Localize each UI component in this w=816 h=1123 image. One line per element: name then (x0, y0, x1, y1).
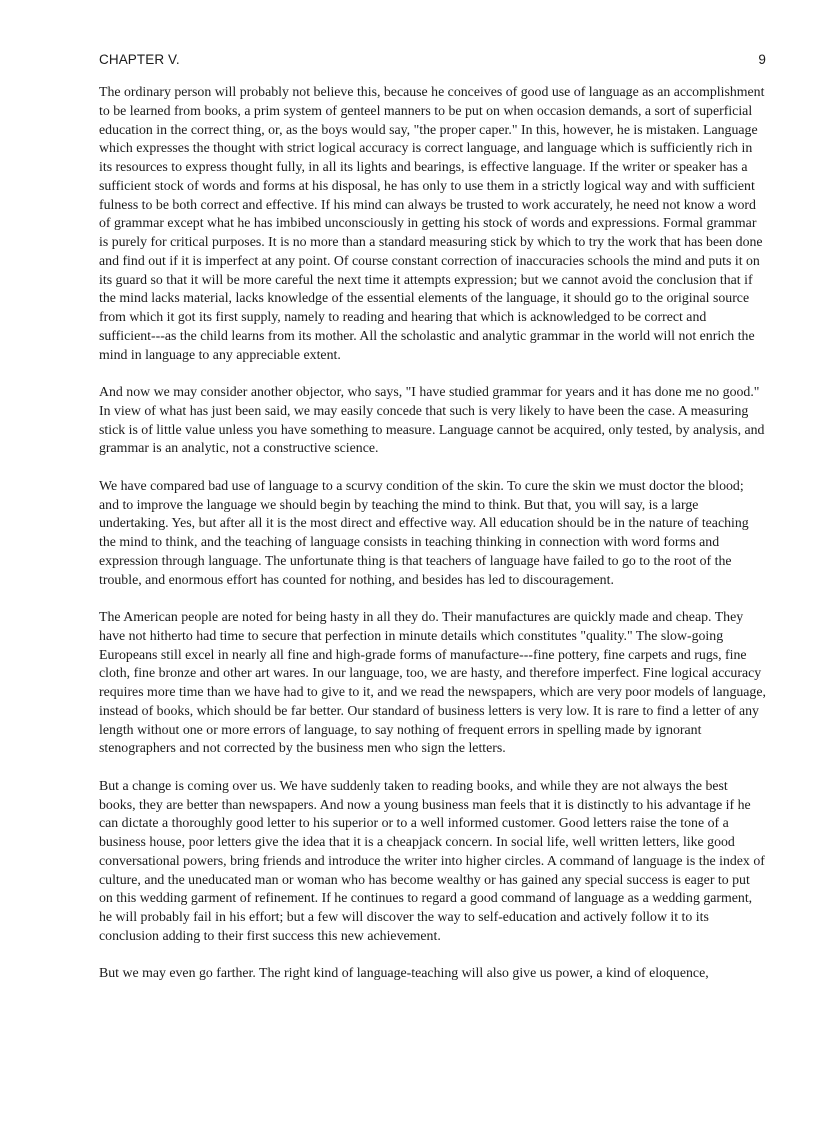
chapter-title: CHAPTER V. (99, 52, 180, 67)
paragraph: But a change is coming over us. We have suddenly taken to reading books, and while they are not always the best books, they are better than newspapers. And now a young business man feels that it is distinctly to his advantage if he can dictate a thoroughly good letter to his superior or to a well informed customer. Good letters raise the tone of a business house, poor letters give the idea that it is a cheapjack concern. In social life, well written letters, like good conversational powers, bring friends and introduce the writer into higher circles. A command of language is the index of culture, and the uneducated man or woman who has become wealthy or has gained any special success is eager to put on this wedding garment of refinement. If he continues to regard a good command of language as a wedding garment, he will probably fail in his effort; but a few will discover the way to self-education and actively follow it to its conclusion adding to their first success this new achievement. (99, 777, 765, 943)
paragraph: We have compared bad use of language to a scurvy condition of the skin. To cure the skin we must doctor the blood; and to improve the language we should begin by teaching the mind to think. But that, you will say, is a large undertaking. Yes, but after all it is the most direct and effective way. All education should be in the nature of teaching the mind to think, and the teaching of language consists in teaching thinking in connection with word forms and expression through language. The unfortunate thing is that teachers of language have failed to go to the root of the trouble, and enormous effort has counted for nothing, and besides has led to discouragement. (99, 477, 749, 587)
document-page (99, 50, 766, 1002)
paragraph: But we may even go farther. The right kind of language-teaching will also give us power, a kind of eloquence, (99, 965, 709, 981)
running-header (99, 50, 766, 70)
paragraph: The ordinary person will probably not believe this, because he conceives of good use of language as an accomplishment to be learned from books, a prim system of genteel manners to be put on when occasion demands, a sort of superficial education in the correct thing, or, as the boys would say, "the proper caper." In this, however, he is mistaken. Language which expresses the thought with strict logical accuracy is correct language, and language which is sufficiently rich in its resources to express thought fully, in all its lights and bearings, is effective language. If the writer or speaker has a sufficient stock of words and forms at his disposal, he has only to use them in a strictly logical way and with sufficient fulness to be both correct and effective. If his mind can always be trusted to work accurately, he need not know a word of grammar except what he has imbibed unconsciously in getting his stock of words and expressions. Formal grammar is purely for critical purposes. It is no more than a standard measuring stick by which to try the work that has been done and find out if it is imperfect at any point. Of course constant correction of inaccuracies schools the mind and puts it on its guard so that it will be more careful the next time it attempts expression; but we cannot avoid the conclusion that if the mind lacks material, lacks knowledge of the essential elements of the language, it should go to the original source from which it got its first supply, namely to reading and hearing that which is acknowledged to be correct and sufficient---as the child learns from its mother. All the scholastic and analytic grammar in the world will not enrich the mind in language to any appreciable extent. (99, 84, 765, 362)
page-number: 9 (758, 52, 766, 67)
paragraph: The American people are noted for being hasty in all they do. Their manufactures are quickly made and cheap. They have not hitherto had time to secure that perfection in minute details which constitutes "quality." The slow-going Europeans still excel in nearly all fine and high-grade forms of manufacture---fine pottery, fine carpets and rugs, fine cloth, fine bronze and other art wares. In our language, too, we are hasty, and therefore imperfect. Fine logical accuracy requires more time than we have had to give to it, and we read the newspapers, which are very poor models of language, instead of books, which should be far better. Our standard of business letters is very low. It is rare to find a letter of any length without one or more errors of language, to say nothing of frequent errors in spelling made by ignorant stenographers and not corrected by the business men who sign the letters. (99, 609, 766, 756)
paragraph: And now we may consider another objector, who says, "I have studied grammar for years and it has done me no good." In view of what has just been said, we may easily concede that such is very likely to have been the case. A measuring stick is of little value unless you have something to measure. Language cannot be acquired, only tested, by analysis, and grammar is an analytic, not a constructive science. (99, 384, 765, 456)
body-text (99, 83, 766, 983)
